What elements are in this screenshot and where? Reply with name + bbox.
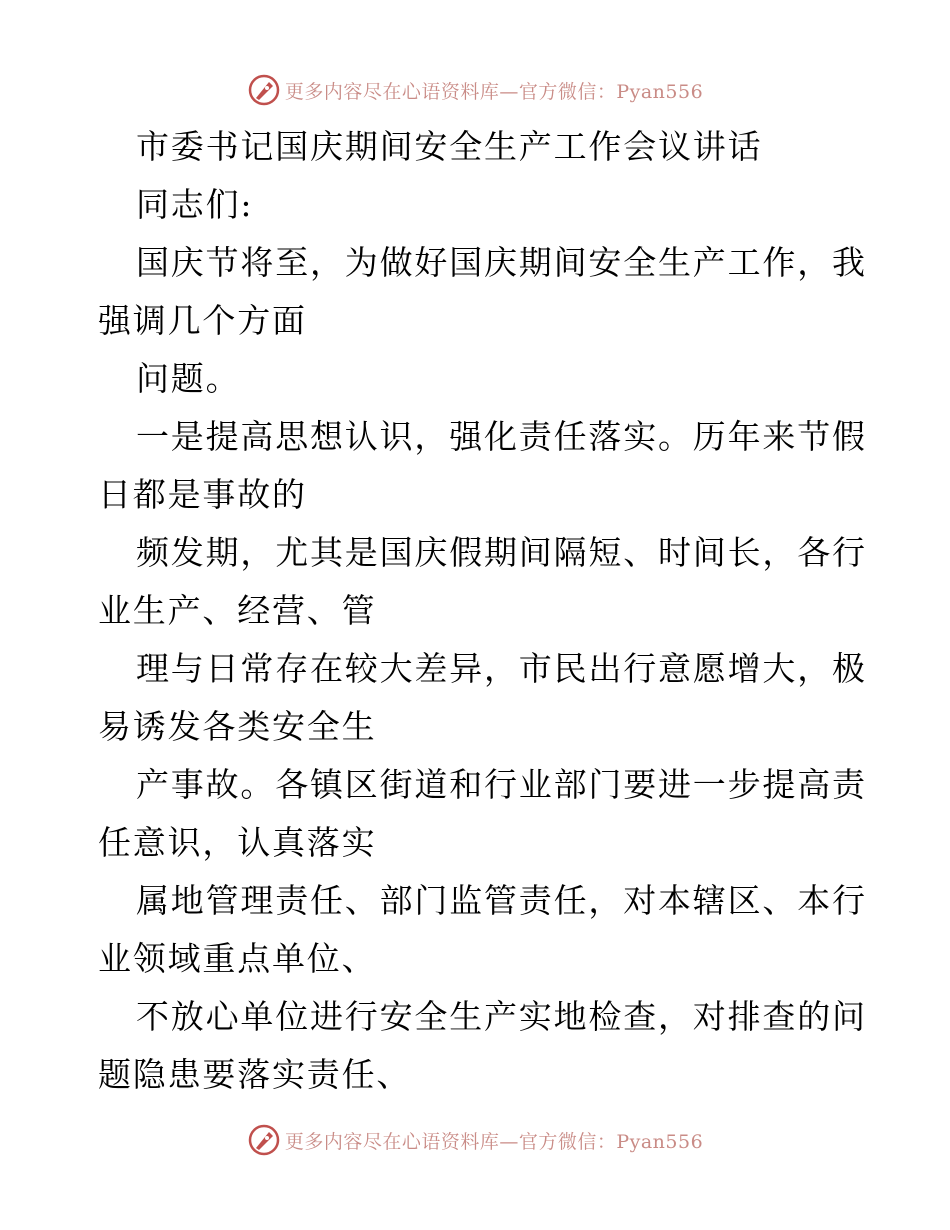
pen-nib-logo-icon	[247, 1123, 281, 1157]
text-line: 同志们:	[136, 185, 254, 224]
footer-banner-text: 更多内容尽在心语资料库—官方微信：Pyan556	[284, 1130, 704, 1153]
text-line: 不放心单位进行安全生产实地检查，对排查的问	[136, 997, 867, 1036]
footer-banner	[0, 1120, 950, 1160]
text-line: 属地管理责任、部门监管责任，对本辖区、本行	[136, 881, 867, 920]
text-line: 强调几个方面	[98, 301, 307, 340]
text-line: 一是提高思想认识，强化责任落实。历年来节假	[136, 417, 867, 456]
text-line: 题隐患要落实责任、	[98, 1055, 412, 1094]
header-banner	[0, 70, 950, 110]
pen-nib-logo-icon	[247, 73, 281, 107]
text-line: 问题。	[136, 359, 241, 398]
text-line: 业生产、经营、管	[98, 591, 377, 630]
text-line: 易诱发各类安全生	[98, 707, 377, 746]
text-line: 业领域重点单位、	[98, 939, 377, 978]
text-line: 日都是事故的	[98, 475, 307, 514]
text-line: 国庆节将至，为做好国庆期间安全生产工作，我	[136, 243, 867, 282]
text-line: 产事故。各镇区街道和行业部门要进一步提高责	[136, 765, 867, 804]
text-line: 频发期，尤其是国庆假期间隔短、时间长，各行	[136, 533, 867, 572]
header-banner-text: 更多内容尽在心语资料库—官方微信：Pyan556	[284, 80, 704, 103]
document-body	[98, 118, 867, 1104]
text-line: 理与日常存在较大差异，市民出行意愿增大，极	[136, 649, 867, 688]
text-line: 任意识，认真落实	[98, 823, 377, 862]
document-title: 市委书记国庆期间安全生产工作会议讲话	[136, 127, 763, 166]
